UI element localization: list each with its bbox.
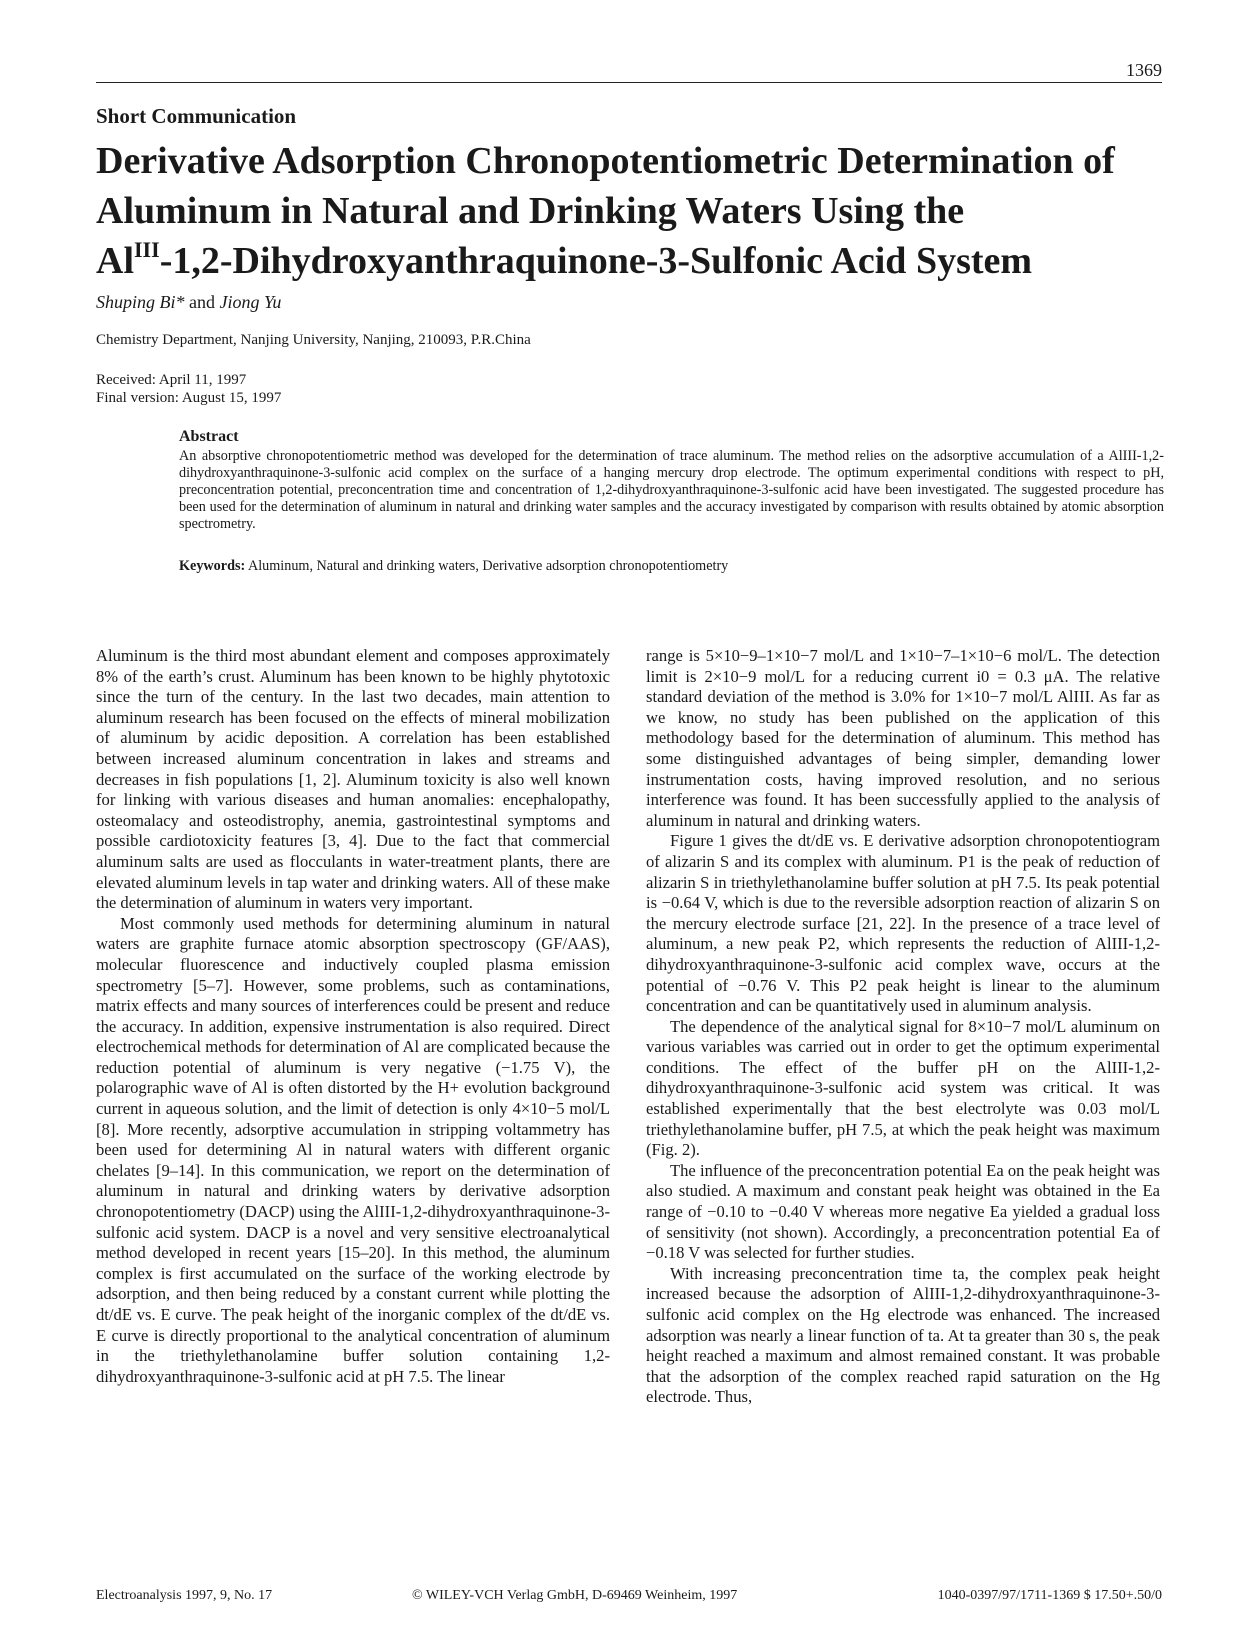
section-label: Short Communication [96, 104, 297, 128]
body-right-column [646, 646, 1160, 1408]
title-al: Al [96, 240, 134, 282]
right-paragraph-2: Figure 1 gives the dt/dE vs. E derivative adsorption chronopotentiogram of alizarin S and its complex with aluminum. P1 is the peak of reduction of alizarin S in triethylethanolamine buffer solution at pH 7.5. Its peak potential is −0.64 V, which is due to the reversible adsorption reaction of alizarin S on the mercury electrode surface [21, 22]. In the presence of a trace level of aluminum, a new peak P2, which represents the reduction of AlIII-1,2-dihydroxyanthraquinone-3-sulfonic acid complex wave, occurs at the potential of −0.76 V. This P2 peak height is linear to the aluminum concentration and can be quantitatively used in aluminum analysis. [646, 831, 1160, 1016]
right-paragraph-5: With increasing preconcentration time ta, the complex peak height increased because the adsorption of AlIII-1,2-dihydroxyanthraquinone-3-sulfonic acid complex on the Hg electrode was enhanced. The increased adsorption was nearly a linear function of ta. At ta greater than 30 s, the peak height reached a maximum and almost remained constant. It was probable that the adsorption of the complex reached rapid saturation on the Hg electrode. Thus, [646, 1263, 1160, 1407]
footer-publisher: © WILEY-VCH Verlag GmbH, D-69469 Weinheim, 1997 [412, 1588, 738, 1603]
body-left-column [96, 646, 610, 1387]
title-superscript: III [134, 237, 160, 262]
author-2: Jiong Yu [219, 292, 282, 312]
affiliation: Chemistry Department, Nanjing University, Nanjing, 210093, P.R.China [96, 332, 531, 348]
right-paragraph-1: range is 5×10−9–1×10−7 mol/L and 1×10−7–1×10−6 mol/L. The detection limit is 2×10−9 mol/L for a reducing current i0 = 0.3 μA. The relative standard deviation of the method is 3.0% for 1×10−7 mol/L AlIII. As far as we know, no study has been published on the application of this methodology based for the determination of aluminum. This method has some distinguished advantages of being simpler, demanding lower instrumentation costs, having improved resolution, and no serious interference was found. It has been successfully applied to the analysis of aluminum in natural and drinking waters. [646, 646, 1160, 830]
dates [96, 371, 281, 407]
keywords-text: Aluminum, Natural and drinking waters, Derivative adsorption chronopotentiometry [247, 558, 729, 574]
authors [96, 292, 281, 313]
author-1: Shuping Bi* [96, 292, 185, 312]
article-title [96, 136, 1196, 286]
author-conjunction: and [189, 292, 215, 312]
title-line-2: Aluminum in Natural and Drinking Waters Using the [96, 190, 965, 232]
header-rule [96, 82, 1162, 83]
abstract-heading: Abstract [179, 428, 239, 445]
keywords [179, 558, 728, 575]
left-paragraph-2: Most commonly used methods for determining aluminum in natural waters are graphite furnace atomic absorption spectroscopy (GF/AAS), molecular fluorescence and inductively coupled plasma emission spectrometry [5–7]. However, some problems, such as contaminations, matrix effects and many sources of interferences could be present and reduce the accuracy. In addition, expensive instrumentation is also required. Direct electrochemical methods for determination of Al are complicated because the reduction potential of aluminum is very negative (−1.75 V), the polarographic wave of Al is often distorted by the H+ evolution background current in aqueous solution, and the limit of detection is only 4×10−5 mol/L [8]. More recently, adsorptive accumulation in stripping voltammetry has been used for determining Al in natural waters with different organic chelates [9–14]. In this communication, we report on the determination of aluminum in natural and drinking waters by derivative adsorption chronopotentiometry (DACP) using the AlIII-1,2-dihydroxyanthraquinone-3-sulfonic acid system. DACP is a novel and very sensitive electroanalytical method developed in recent years [15–20]. In this method, the aluminum complex is first accumulated on the surface of the working electrode by adsorption, and then being reduced by a constant current while plotting the dt/dE vs. E curve. The peak height of the inorganic complex of the dt/dE vs. E curve is directly proportional to the analytical concentration of aluminum in the triethylethanolamine buffer solution containing 1,2-dihydroxyanthraquinone-3-sulfonic acid at pH 7.5. The linear [96, 913, 610, 1386]
abstract-text: An absorptive chronopotentiometric method was developed for the determination of trace aluminum. The method relies on the adsorptive accumulation of a AlIII-1,2-dihydroxyanthraquinone-3-sulfonic acid complex on the surface of a hanging mercury drop electrode. The optimum experimental conditions with respect to pH, preconcentration potential, preconcentration time and concentration of 1,2-dihydroxyanthraquinone-3-sulfonic acid have been investigated. The suggested procedure has been used for the determination of aluminum in natural and drinking water samples and the accuracy investigated by comparison with results obtained by atomic absorption spectrometry. [179, 448, 1164, 532]
received-date: Received: April 11, 1997 [96, 372, 247, 388]
final-version-date: Final version: August 15, 1997 [96, 390, 282, 406]
footer-journal: Electroanalysis 1997, 9, No. 17 [96, 1588, 273, 1603]
title-line-3 [96, 236, 1196, 286]
left-paragraph-1: Aluminum is the third most abundant element and composes approximately 8% of the earth’s crust. Aluminum has been known to be highly phytotoxic since the turn of the century. In the last two decades, main attention to aluminum research has been focused on the effects of mineral mobilization of aluminum by acidic deposition. A correlation has been established between increased aluminum concentration in lakes and streams and decreases in fish populations [1, 2]. Aluminum toxicity is also well known for linking with various diseases and human anomalies: encephalopathy, osteomalacy and osteodistrophy, anemia, gastrointestinal symptoms and possible cardiotoxicity features [3, 4]. Due to the fact that commercial aluminum salts are used as flocculants in water-treatment plants, there are elevated aluminum levels in tap water and drinking waters. All of these make the determination of aluminum in waters very important. [96, 646, 610, 913]
right-paragraph-4: The influence of the preconcentration potential Ea on the peak height was also studied. A maximum and constant peak height was obtained in the Ea range of −0.10 to −0.40 V whereas more negative Ea yielded a gradual loss of sensitivity (not shown). Accordingly, a preconcentration potential Ea of −0.18 V was selected for further studies. [646, 1160, 1160, 1263]
page-number: 1369 [1126, 60, 1162, 80]
title-line-3-rest: -1,2-Dihydroxyanthraquinone-3-Sulfonic Acid System [159, 240, 1033, 282]
keywords-label: Keywords: [179, 558, 246, 574]
footer-code: 1040-0397/97/1711-1369 $ 17.50+.50/0 [937, 1588, 1162, 1603]
right-paragraph-3: The dependence of the analytical signal for 8×10−7 mol/L aluminum on various variables was carried out in order to get the optimum experimental conditions. The effect of the buffer pH on the AlIII-1,2-dihydroxyanthraquinone-3-sulfonic acid system was critical. It was established experimentally that the best electrolyte was 0.03 mol/L triethylethanolamine buffer, pH 7.5, at which the peak height was maximum (Fig. 2). [646, 1016, 1160, 1160]
title-line-1: Derivative Adsorption Chronopotentiometric Determination of [96, 140, 1115, 182]
